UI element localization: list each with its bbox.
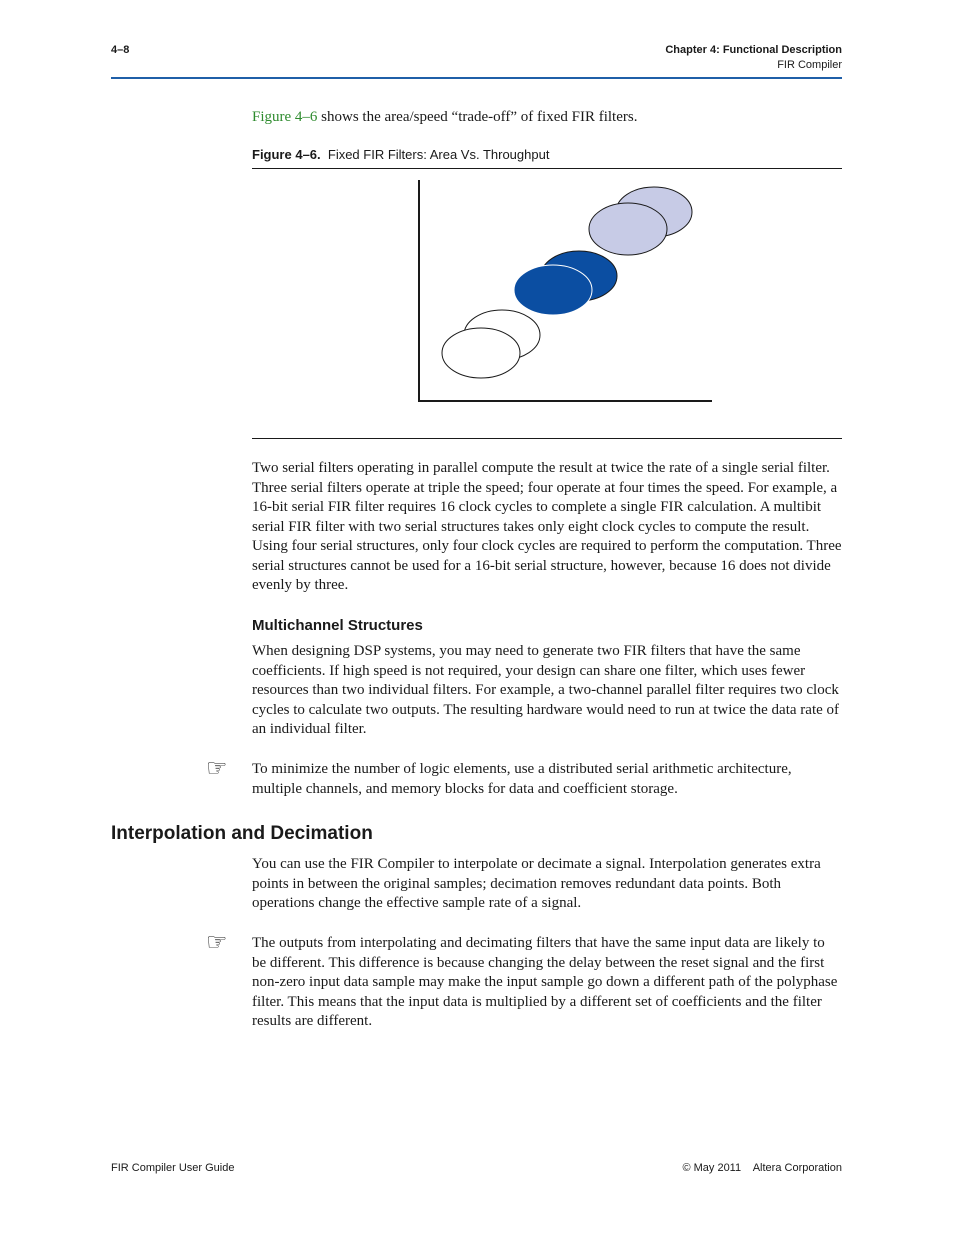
- ellipse-dark-blue-front: [514, 265, 592, 315]
- section-title: FIR Compiler: [777, 59, 842, 71]
- note-hand-icon: ☞: [206, 930, 228, 956]
- figure-caption-text: Fixed FIR Filters: Area Vs. Throughput: [327, 147, 550, 162]
- header-rule: [111, 77, 842, 79]
- ellipse-white-front: [442, 328, 520, 378]
- figure-caption: [252, 147, 549, 162]
- note-hand-icon: ☞: [206, 756, 228, 782]
- note-filter-outputs: The outputs from interpolating and decimating filters that have the same input data are likely to be different. This difference is because changing the delay between the reset signal and the first non-zero input data sample may make the input sample go down a different path of the polyphase filter. This means that the input data is multiplied by a different set of coefficients and the filter results are different.: [252, 935, 838, 1029]
- note-logic-elements: To minimize the number of logic elements, use a distributed serial arithmetic architecture, multiple channels, and memory blocks for data and coefficient storage.: [252, 761, 792, 797]
- intro-paragraph: [252, 108, 842, 128]
- intro-text: shows the area/speed “trade-off” of fixed FIR filters.: [317, 109, 638, 125]
- figure-link[interactable]: Figure 4–6: [252, 109, 318, 125]
- footer-copyright: © May 2011 Altera Corporation: [682, 1162, 842, 1174]
- figure-rule-top: [252, 168, 842, 169]
- area-throughput-diagram: [252, 170, 842, 436]
- interpolation-heading: Interpolation and Decimation: [111, 823, 373, 844]
- multichannel-heading: Multichannel Structures: [252, 617, 423, 634]
- footer-guide-title: FIR Compiler User Guide: [111, 1162, 235, 1174]
- figure-rule-bottom: [252, 438, 842, 439]
- multichannel-paragraph: When designing DSP systems, you may need to generate two FIR filters that have the same coefficients. If high speed is not required, your design can share one filter, which uses fewer resources than two individual filters. For example, a two-channel parallel filter requires two clock cycles to calculate two outputs. The resulting hardware would need to run at twice the data rate of an individual filter.: [252, 643, 840, 737]
- serial-filters-paragraph: Two serial filters operating in parallel compute the result at twice the rate of a single serial filter. Three serial filters operate at triple the speed; four operate at four times the speed. For example, a 16-bit serial FIR filter requires 16 clock cycles to complete a single FIR calculation. A multibit serial FIR filter with two serial structures takes only eight clock cycles to compute the result. Using four serial structures, only four clock cycles are required to perform the computation. Three serial structures cannot be used for a 16-bit serial structure, however, because 16 does not divide evenly by three.: [252, 460, 842, 593]
- page-number: 4–8: [111, 44, 130, 56]
- interpolation-paragraph: You can use the FIR Compiler to interpolate or decimate a signal. Interpolation generates extra points in between the original samples; decimation removes redundant data points. Both operations change the effective sample rate of a signal.: [252, 856, 821, 911]
- chapter-title: Chapter 4: Functional Description: [665, 44, 842, 56]
- ellipse-light-blue-front: [589, 203, 667, 255]
- figure-label: Figure 4–6.: [252, 147, 321, 162]
